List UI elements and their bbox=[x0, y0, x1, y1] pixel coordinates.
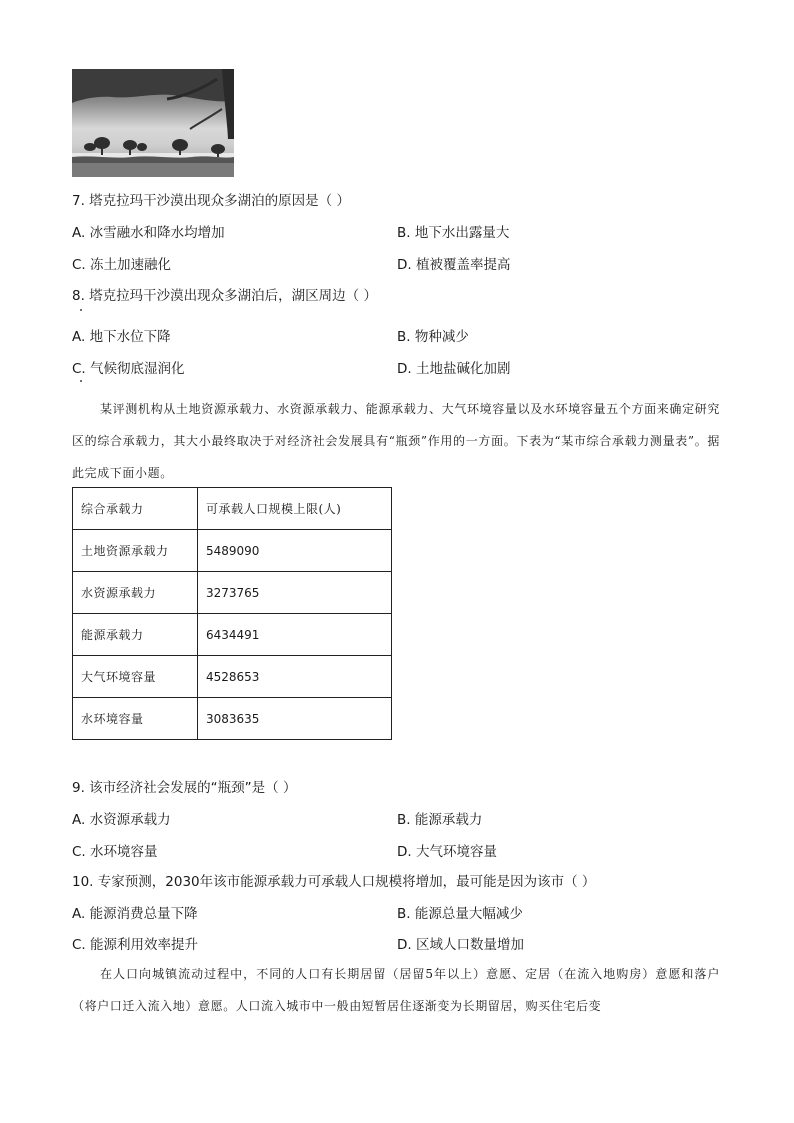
table-cell-label: 水资源承载力 bbox=[73, 572, 198, 614]
scan-dot bbox=[80, 309, 82, 311]
question-8-option-d: D. 土地盐碱化加剧 bbox=[397, 361, 511, 377]
table-cell-label: 能源承载力 bbox=[73, 614, 198, 656]
table-cell-value: 4528653 bbox=[198, 656, 392, 698]
table-header-row bbox=[73, 488, 392, 530]
question-9-option-c: C. 水环境容量 bbox=[72, 844, 158, 860]
question-10-option-d: D. 区域人口数量增加 bbox=[397, 937, 524, 953]
question-9-option-a: A. 水资源承载力 bbox=[72, 812, 171, 828]
table-row bbox=[73, 698, 392, 740]
table-row bbox=[73, 656, 392, 698]
table-cell-label: 大气环境容量 bbox=[73, 656, 198, 698]
table-cell-label: 水环境容量 bbox=[73, 698, 198, 740]
question-10-option-c: C. 能源利用效率提升 bbox=[72, 937, 199, 953]
scan-dot bbox=[80, 380, 82, 382]
table-row bbox=[73, 614, 392, 656]
question-8-option-b: B. 物种减少 bbox=[397, 329, 469, 345]
question-7-option-c: C. 冻土加速融化 bbox=[72, 257, 172, 273]
table-cell-value: 3083635 bbox=[198, 698, 392, 740]
passage-population-migration: 在人口向城镇流动过程中，不同的人口有长期居留（居留5年以上）意愿、定居（在流入地购房）意愿和落户（将户口迁入流入地）意愿。人口流入城市中一般由短暂居住逐渐变为长期留居，购买住宅后变 bbox=[72, 967, 720, 1013]
question-9-stem: 9. 该市经济社会发展的“瓶颈”是（ ） bbox=[72, 780, 297, 796]
table-row bbox=[73, 530, 392, 572]
question-7-option-a: A. 冰雪融水和降水均增加 bbox=[72, 225, 225, 241]
question-8-stem: 8. 塔克拉玛干沙漠出现众多湖泊后，湖区周边（ ） bbox=[72, 288, 377, 304]
capacity-table bbox=[72, 487, 392, 740]
table-header-cell: 综合承载力 bbox=[73, 488, 198, 530]
question-8-option-c: C. 气候彻底湿润化 bbox=[72, 361, 185, 377]
tree-lake-illustration bbox=[72, 69, 234, 177]
table-cell-value: 3273765 bbox=[198, 572, 392, 614]
question-8-option-a: A. 地下水位下降 bbox=[72, 329, 171, 345]
table-cell-value: 6434491 bbox=[198, 614, 392, 656]
table-row bbox=[73, 572, 392, 614]
passage-carrying-capacity: 某评测机构从土地资源承载力、水资源承载力、能源承载力、大气环境容量以及水环境容量五个方面来确定研究区的综合承载力，其大小最终取决于对经济社会发展具有“瓶颈”作用的一方面。下表为“某市综合承载力测量表”。据此完成下面小题。 bbox=[72, 402, 720, 480]
question-9-option-d: D. 大气环境容量 bbox=[397, 844, 497, 860]
question-7-stem: 7. 塔克拉玛干沙漠出现众多湖泊的原因是（ ） bbox=[72, 193, 350, 209]
question-7-option-b: B. 地下水出露量大 bbox=[397, 225, 510, 241]
question-9-option-b: B. 能源承载力 bbox=[397, 812, 483, 828]
table-cell-value: 5489090 bbox=[198, 530, 392, 572]
table-header-cell: 可承载人口规模上限(人) bbox=[198, 488, 392, 530]
question-7-option-d: D. 植被覆盖率提高 bbox=[397, 257, 511, 273]
question-10-option-a: A. 能源消费总量下降 bbox=[72, 906, 198, 922]
question-10-stem: 10. 专家预测，2030年该市能源承载力可承载人口规模将增加，最可能是因为该市（ ） bbox=[72, 874, 596, 890]
desert-lake-photo bbox=[72, 69, 234, 177]
question-10-option-b: B. 能源总量大幅减少 bbox=[397, 906, 523, 922]
table-cell-label: 土地资源承载力 bbox=[73, 530, 198, 572]
